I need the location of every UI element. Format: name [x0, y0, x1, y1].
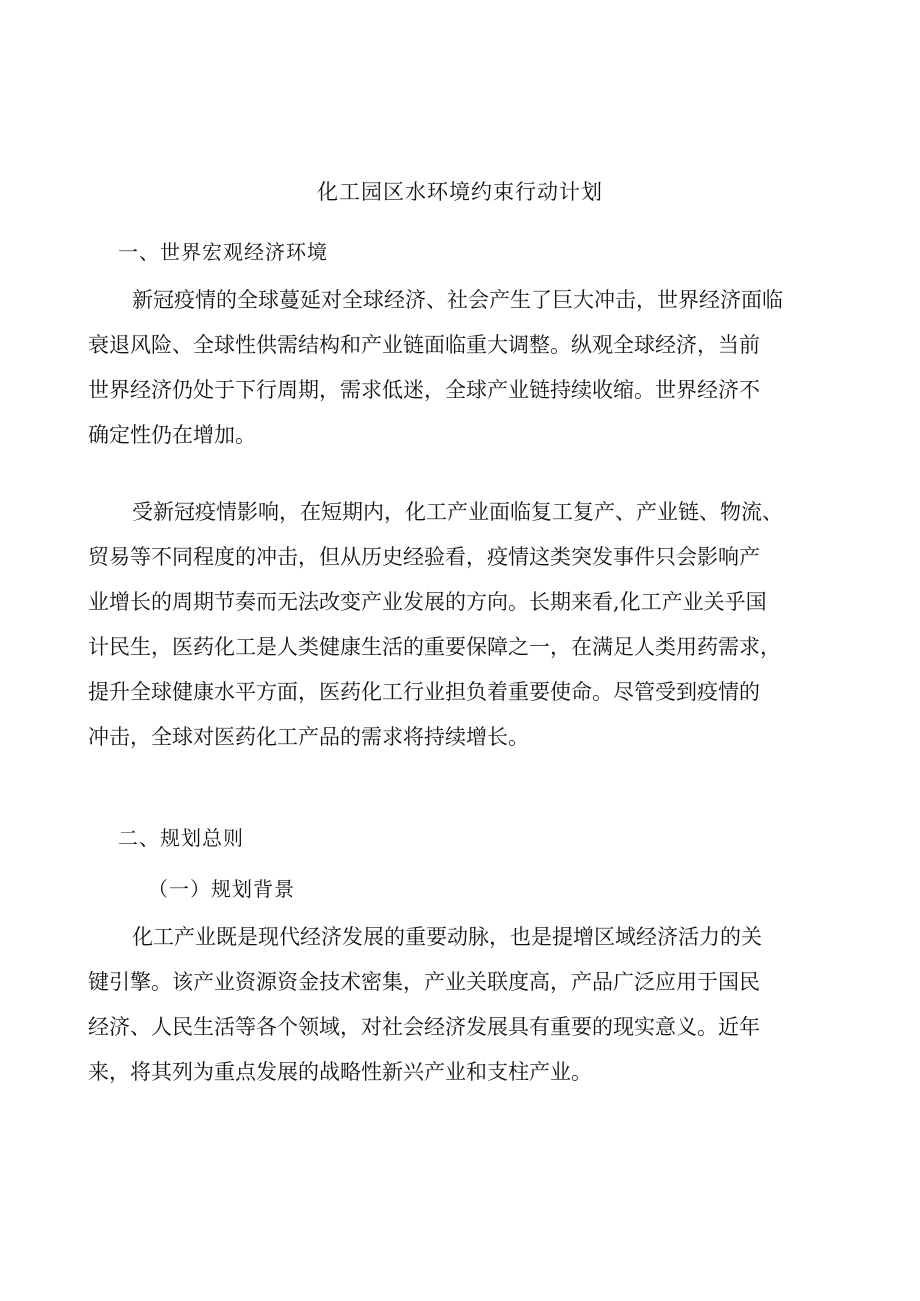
paragraph-line: 提升全球健康水平方面，医药化工行业担负着重要使命。尽管受到疫情的	[88, 680, 760, 704]
paragraph-line: 化工产业既是现代经济发展的重要动脉，也是提增区域经济活力的关	[132, 925, 762, 949]
paragraph-chemical-industry-impact	[88, 490, 848, 760]
subsection-heading-planning-background: （一）规划背景	[148, 877, 295, 901]
paragraph-line: 衰退风险、全球性供需结构和产业链面临重大调整。纵观全球经济，当前	[88, 333, 760, 357]
paragraph-line: 贸易等不同程度的冲击，但从历史经验看，疫情这类突发事件只会影响产	[88, 545, 760, 569]
paragraph-line: 经济、人民生活等各个领域，对社会经济发展具有重要的现实意义。近年	[88, 1015, 760, 1039]
section-heading-world-economy: 一、世界宏观经济环境	[118, 240, 328, 264]
paragraph-line: 冲击，全球对医药化工产品的需求将持续增长。	[88, 725, 529, 749]
section-heading-planning-principles: 二、规划总则	[118, 826, 244, 850]
paragraph-line: 键引擎。该产业资源资金技术密集，产业关联度高，产品广泛应用于国民	[88, 970, 760, 994]
paragraph-line: 业增长的周期节奏而无法改变产业发展的方向。长期来看,化工产业关乎国	[88, 590, 767, 614]
paragraph-planning-background	[88, 915, 848, 1095]
paragraph-line: 受新冠疫情影响，在短期内，化工产业面临复工复产、产业链、物流、	[132, 500, 783, 524]
paragraph-line: 新冠疫情的全球蔓延对全球经济、社会产生了巨大冲击，世界经济面临	[132, 288, 783, 312]
document-title: 化工园区水环境约束行动计划	[317, 180, 603, 204]
paragraph-covid-global-impact	[88, 278, 848, 458]
paragraph-line: 来，将其列为重点发展的战略性新兴产业和支柱产业。	[88, 1060, 592, 1084]
paragraph-line: 计民生，医药化工是人类健康生活的重要保障之一，在满足人类用药需求，	[88, 635, 781, 659]
paragraph-line: 确定性仍在增加。	[88, 423, 256, 447]
paragraph-line: 世界经济仍处于下行周期，需求低迷，全球产业链持续收缩。世界经济不	[88, 378, 760, 402]
